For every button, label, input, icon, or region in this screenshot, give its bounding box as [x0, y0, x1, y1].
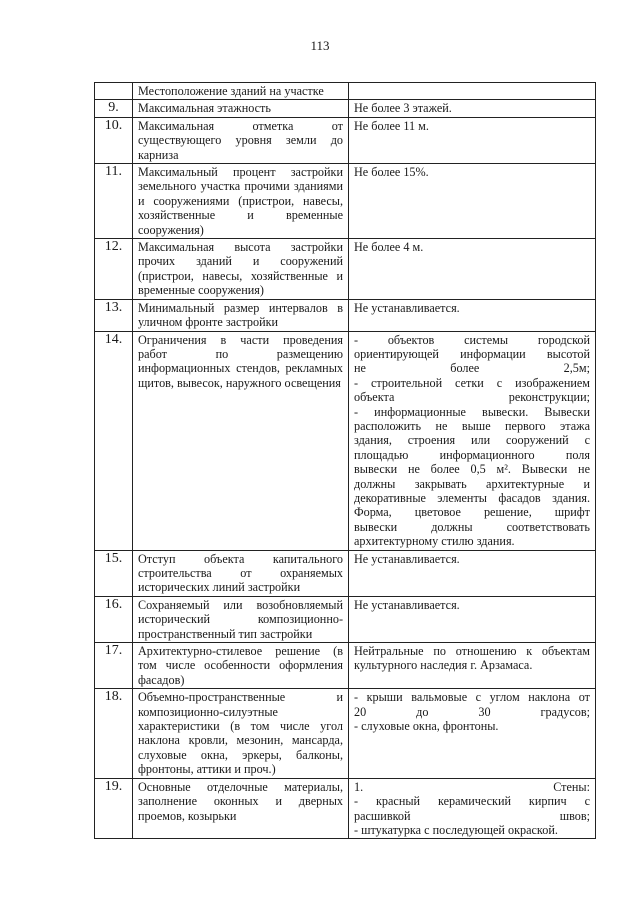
parameter-cell — [133, 117, 349, 163]
value-cell — [349, 117, 596, 163]
table-row — [95, 689, 596, 778]
value-line: Не устанавливается. — [354, 551, 460, 566]
value-line: Форма, цветовое решение, шрифт — [354, 505, 590, 520]
value-line: культурного наследия г. Арзамаса. — [354, 658, 533, 673]
table-row — [95, 643, 596, 689]
value-cell — [349, 689, 596, 778]
value-line: Не более 4 м. — [354, 240, 424, 255]
parameter-line: характеристики (в том числе угол — [138, 719, 343, 734]
value-line: 20 до 30 градусов; — [354, 704, 590, 719]
parameter-line: земельного участка прочими зданиями — [138, 179, 343, 194]
parameter-cell — [133, 239, 349, 300]
parameter-line: Ограничения в части проведения — [138, 332, 343, 347]
parameter-line: исторических линий застройки — [138, 580, 301, 595]
parameter-line: строительства от охраняемых — [138, 566, 343, 580]
value-line: вывески не более 0,5 м². Вывески не — [354, 462, 590, 477]
parameter-line: уличном фронте застройки — [138, 315, 279, 330]
value-line: декоративные элементы фасадов здания. — [354, 490, 590, 505]
table-row — [95, 299, 596, 331]
row-number: 16. — [95, 596, 133, 642]
value-line: - объектов системы городской — [354, 332, 590, 347]
value-line: Не более 15%. — [354, 165, 429, 180]
value-cell — [349, 778, 596, 839]
value-line: - крыши вальмовые с углом наклона от — [354, 690, 590, 705]
regulations-table — [94, 82, 596, 839]
parameter-line: временные сооружения) — [138, 283, 264, 298]
value-line: - красный керамический кирпич с — [354, 794, 590, 809]
value-line: вывески должны соответствовать — [354, 519, 590, 534]
parameter-line: Максимальная высота застройки — [138, 240, 343, 255]
parameter-cell — [133, 596, 349, 642]
value-line: Не устанавливается. — [354, 597, 460, 612]
parameter-line: работ по размещению — [138, 346, 343, 361]
parameter-line: Минимальный размер интервалов в — [138, 300, 343, 315]
parameter-cell — [133, 331, 349, 550]
row-number — [95, 83, 133, 100]
parameter-line: слуховые окна, эркеры, балконы, — [138, 747, 343, 762]
value-line: расшивкой швов; — [354, 808, 590, 823]
value-line: Нейтральные по отношению к объектам — [354, 644, 590, 659]
parameter-line: Архитектурно-стилевое решение (в — [138, 644, 343, 659]
parameter-line: заполнение оконных и дверных — [138, 794, 343, 809]
parameter-line: информационных стендов, рекламных — [138, 361, 343, 376]
parameter-cell — [133, 550, 349, 596]
value-line: - строительной сетки с изображением — [354, 375, 590, 390]
parameter-line: Максимальная этажность — [138, 101, 271, 116]
value-line: 1. Стены: — [354, 779, 590, 794]
value-line: Не устанавливается. — [354, 300, 460, 315]
row-number: 18. — [95, 689, 133, 778]
parameter-line: наклона кровли, мезонин, мансарда, — [138, 733, 343, 748]
row-number: 13. — [95, 299, 133, 331]
parameter-line: Максимальная отметка от — [138, 118, 343, 133]
value-line: не более 2,5м; — [354, 361, 590, 376]
parameter-line: Отступ объекта капитального — [138, 551, 343, 566]
parameter-line: том числе особенности оформления — [138, 658, 343, 673]
value-line: объекта реконструкции; — [354, 390, 590, 405]
table-row — [95, 164, 596, 239]
table-row-header — [95, 83, 596, 100]
value-line: ориентирующей информации высотой — [354, 346, 590, 361]
parameter-cell — [133, 299, 349, 331]
value-cell — [349, 164, 596, 239]
value-line: расположить не выше первого этажа — [354, 418, 590, 433]
parameter-line: Максимальный процент застройки — [138, 165, 343, 180]
row-number: 14. — [95, 331, 133, 550]
row-number: 12. — [95, 239, 133, 300]
page-number: 113 — [310, 38, 330, 53]
row-number: 10. — [95, 117, 133, 163]
parameter-line: прочих зданий и сооружений — [138, 254, 343, 269]
parameter-line: проемов, козырьки — [138, 808, 237, 823]
value-cell — [349, 100, 596, 117]
value-line: - информационные вывески. Вывески — [354, 404, 590, 419]
parameter-cell — [133, 689, 349, 778]
value-line: Не более 11 м. — [354, 118, 429, 133]
row-number: 11. — [95, 164, 133, 239]
row-number: 19. — [95, 778, 133, 839]
value-cell — [349, 596, 596, 642]
parameter-cell — [133, 778, 349, 839]
table-row — [95, 596, 596, 642]
parameter-line: сооружения) — [138, 222, 204, 237]
parameter-line: композиционно-силуэтные — [138, 704, 278, 719]
row-number: 9. — [95, 100, 133, 117]
value-line: - слуховые окна, фронтоны. — [354, 719, 499, 734]
value-cell — [349, 299, 596, 331]
parameter-line: Основные отделочные материалы, — [138, 779, 343, 794]
parameter-cell — [133, 83, 349, 100]
parameter-line: хозяйственные и временные — [138, 208, 343, 223]
table-row — [95, 117, 596, 163]
parameter-cell — [133, 164, 349, 239]
parameter-cell — [133, 643, 349, 689]
parameter-line: (пристрои, навесы, хозяйственные и — [138, 268, 343, 283]
table-row — [95, 100, 596, 117]
table-row — [95, 550, 596, 596]
table-row — [95, 239, 596, 300]
value-line: архитектурному стилю здания. — [354, 534, 515, 549]
value-line: должны закрывать архитектурные и — [354, 476, 590, 491]
value-line: Не более 3 этажей. — [354, 101, 452, 116]
value-line: здания, строения или сооружений с — [354, 433, 590, 448]
parameter-line: и сооружениями (пристрои, навесы, — [138, 193, 343, 208]
parameter-line: Сохраняемый или возобновляемый — [138, 597, 343, 612]
value-cell — [349, 550, 596, 596]
row-number: 17. — [95, 643, 133, 689]
regulations-table-body — [95, 83, 596, 839]
table-row — [95, 778, 596, 839]
parameter-line: щитов, вывесок, наружного освещения — [138, 375, 341, 390]
parameter-line: существующего уровня земли до — [138, 133, 343, 148]
value-line: - штукатурка с последующей окраской. — [354, 822, 558, 837]
parameter-line: фронтоны, аттики и проч.) — [138, 762, 276, 777]
parameter-line: фасадов) — [138, 672, 185, 687]
parameter-cell — [133, 100, 349, 117]
parameter-line: Местоположение зданий на участке — [138, 84, 324, 98]
parameter-line: карниза — [138, 147, 179, 162]
value-cell — [349, 331, 596, 550]
parameter-line: пространственный тип застройки — [138, 626, 313, 641]
parameter-line: исторический композиционно- — [138, 612, 343, 627]
value-cell — [349, 239, 596, 300]
row-number: 15. — [95, 550, 133, 596]
value-cell — [349, 643, 596, 689]
parameter-line: Объемно-пространственные и — [138, 690, 343, 705]
table-row — [95, 331, 596, 550]
value-line: площадью информационного поля — [354, 447, 590, 462]
value-cell — [349, 83, 596, 100]
